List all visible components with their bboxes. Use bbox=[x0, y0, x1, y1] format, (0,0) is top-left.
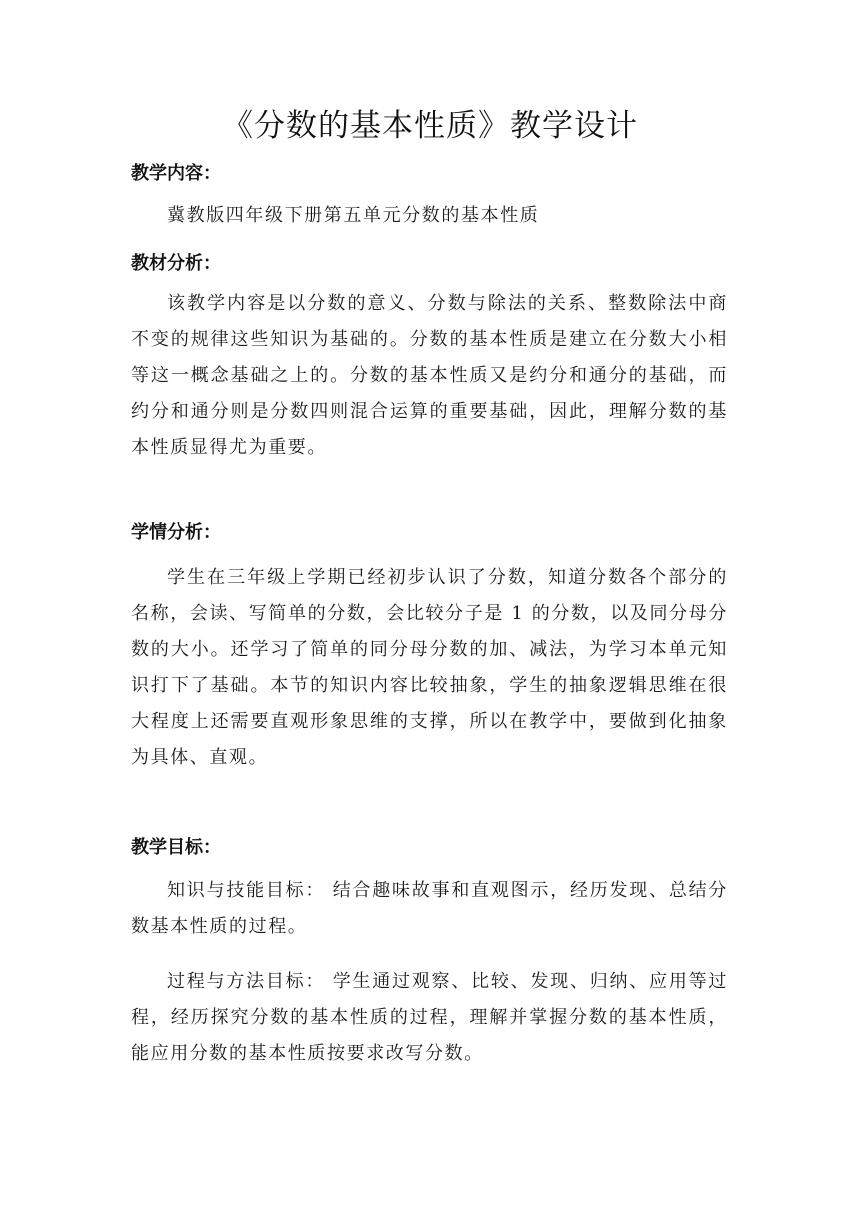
section-heading-material-analysis: 教材分析： bbox=[131, 253, 221, 274]
paragraph-material-analysis: 该教学内容是以分数的意义、分数与除法的关系、整数除法中商不变的规律这些知识为基础的。分数的基本性质是建立在分数大小相等这一概念基础之上的。分数的基本性质又是约分和通分的基础，而约分和通分则是分数四则混合运算的重要基础，因此，理解分数的基本性质显得尤为重要。 bbox=[131, 293, 728, 458]
paragraph-knowledge-skill-goal: 知识与技能目标： 结合趣味故事和直观图示，经历发现、总结分数基本性质的过程。 bbox=[131, 880, 728, 937]
section-heading-teaching-content: 教学内容： bbox=[131, 163, 221, 184]
document-title: 《分数的基本性质》教学设计 bbox=[222, 108, 638, 144]
paragraph-process-method-goal: 过程与方法目标： 学生通过观察、比较、发现、归纳、应用等过程，经历探究分数的基本性质的过程，理解并掌握分数的基本性质，能应用分数的基本性质按要求改写分数。 bbox=[131, 971, 728, 1064]
section-heading-teaching-goals: 教学目标： bbox=[131, 837, 221, 858]
section-heading-student-analysis: 学情分析： bbox=[131, 522, 221, 543]
paragraph-student-analysis: 学生在三年级上学期已经初步认识了分数，知道分数各个部分的名称，会读、写简单的分数，会比较分子是 1 的分数，以及同分母分数的大小。还学习了简单的同分母分数的加、减法，为学习本单元知识打下了基础。本节的知识内容比较抽象，学生的抽象逻辑思维在很大程度上还需要直观形象思维的支撑，所以在教学中，要做到化抽象为具体、直观。 bbox=[131, 567, 728, 768]
paragraph-teaching-content: 冀教版四年级下册第五单元分数的基本性质 bbox=[167, 205, 540, 226]
